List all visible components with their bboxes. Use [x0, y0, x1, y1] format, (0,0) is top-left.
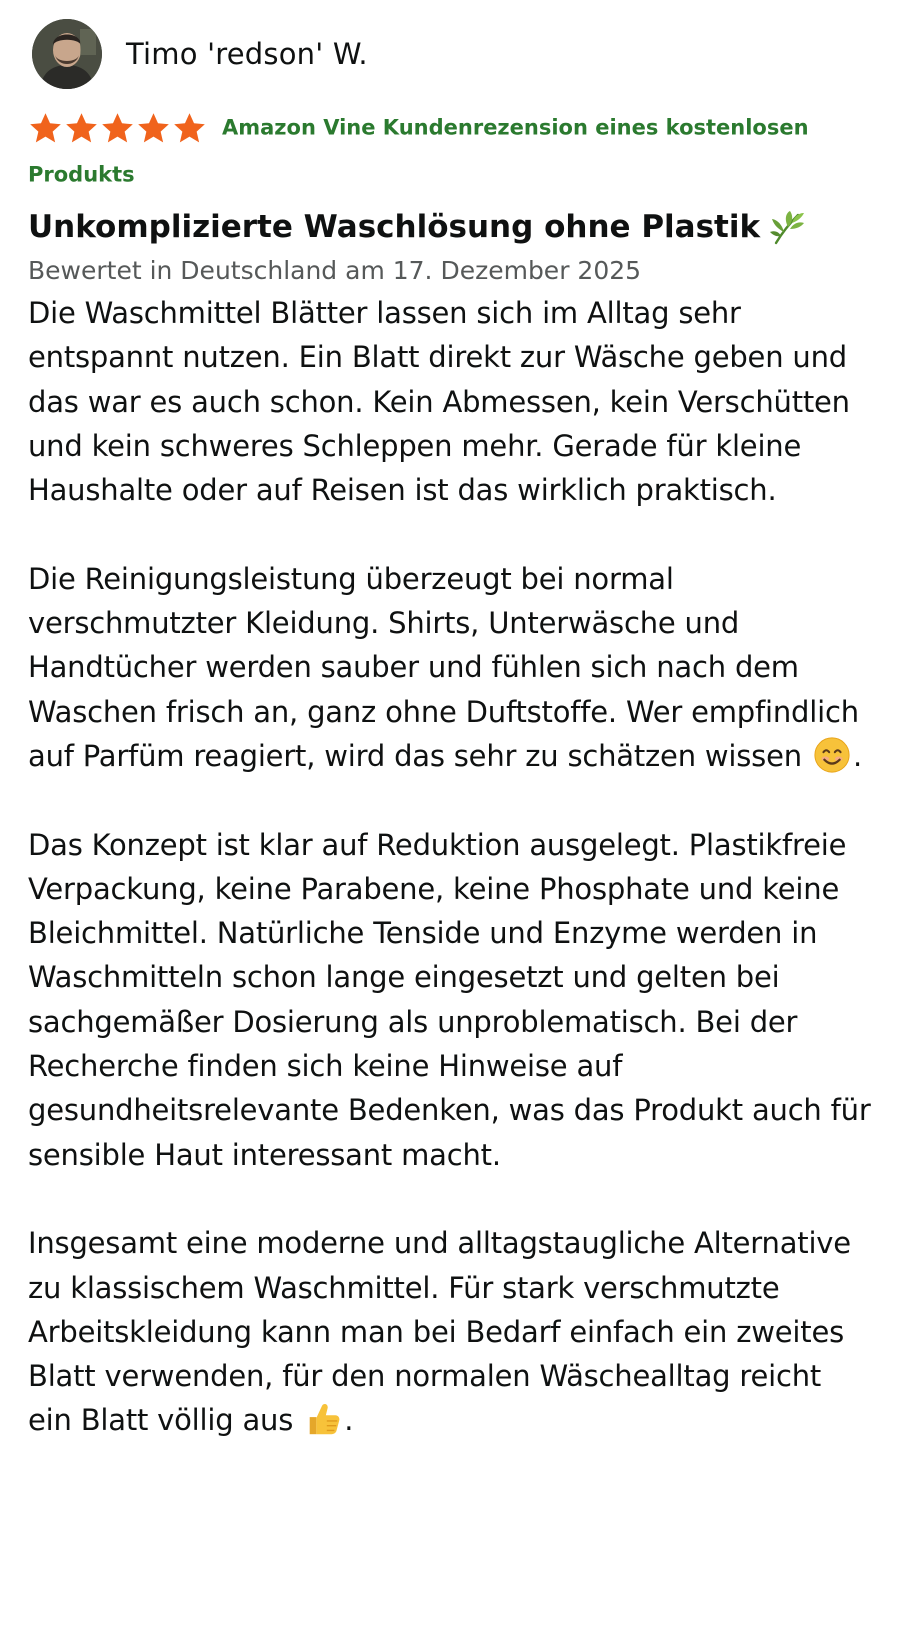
- review-date: Bewertet in Deutschland am 17. Dezember 2025: [28, 256, 642, 285]
- leaf-icon: [768, 207, 808, 247]
- paragraph-text: Die Reinigungsleistung überzeugt bei normal verschmutzter Kleidung. Shirts, Unterwäsche und Handtücher werden sauber und fühlen sich nach dem Waschen frisch an, ganz ohne Duftstoffe. Wer empfindlich auf Parfüm reagiert, wird das sehr zu schätzen wissen: [28, 561, 859, 773]
- smiling-face-icon: [813, 736, 851, 774]
- review-title[interactable]: Unkomplizierte Waschlösung ohne Plastik: [28, 209, 761, 245]
- star-rating[interactable]: [28, 105, 208, 151]
- avatar[interactable]: [32, 19, 102, 89]
- review-paragraph: [28, 823, 872, 1177]
- review-title-row[interactable]: [28, 205, 872, 249]
- star-icon: [64, 111, 99, 146]
- star-icon: [28, 111, 63, 146]
- paragraph-text: Insgesamt eine moderne und alltagstaugliche Alternative zu klassischem Waschmittel. Für stark verschmutzte Arbeitskleidung kann man bei Bedarf einfach ein zweites Blatt verwenden, für den normalen Wäschealltag reicht ein Blatt völlig aus: [28, 1226, 851, 1438]
- profile-photo-icon: [32, 19, 102, 89]
- review-paragraph: [28, 291, 872, 512]
- star-icon: [172, 111, 207, 146]
- reviewer-name[interactable]: Timo 'redson' W.: [126, 37, 368, 71]
- star-icon: [100, 111, 135, 146]
- reviewer-profile[interactable]: [28, 10, 872, 98]
- paragraph-end: .: [344, 1403, 354, 1438]
- rating-row: [28, 104, 872, 197]
- paragraph-text: Das Konzept ist klar auf Reduktion ausgelegt. Plastikfreie Verpackung, keine Parabene, keine Phosphate und keine Bleichmittel. Natürliche Tenside und Enzyme werden in Waschmitteln schon lange eingesetzt und gelten bei sachgemäßer Dosierung als unproblematisch. Bei der Recherche finden sich keine Hinweise auf gesundheitsrelevante Bedenken, was das Produkt auch für sensible Haut interessant macht.: [28, 827, 871, 1172]
- star-icon: [136, 111, 171, 146]
- paragraph-text: Die Waschmittel Blätter lassen sich im Alltag sehr entspannt nutzen. Ein Blatt direkt zur Wäsche geben und das war es auch schon. Kein Abmessen, kein Verschütten und kein schweres Schleppen mehr. Gerade für kleine Haushalte oder auf Reisen ist das wirklich praktisch.: [28, 296, 850, 508]
- thumbs-up-icon: [304, 1400, 342, 1438]
- vine-badge[interactable]: Amazon Vine Kundenrezension eines kostenlosen Produkts: [28, 115, 809, 186]
- review-body: [28, 291, 872, 1443]
- review-paragraph: [28, 557, 872, 778]
- paragraph-end: .: [852, 738, 862, 773]
- review-paragraph: [28, 1221, 872, 1442]
